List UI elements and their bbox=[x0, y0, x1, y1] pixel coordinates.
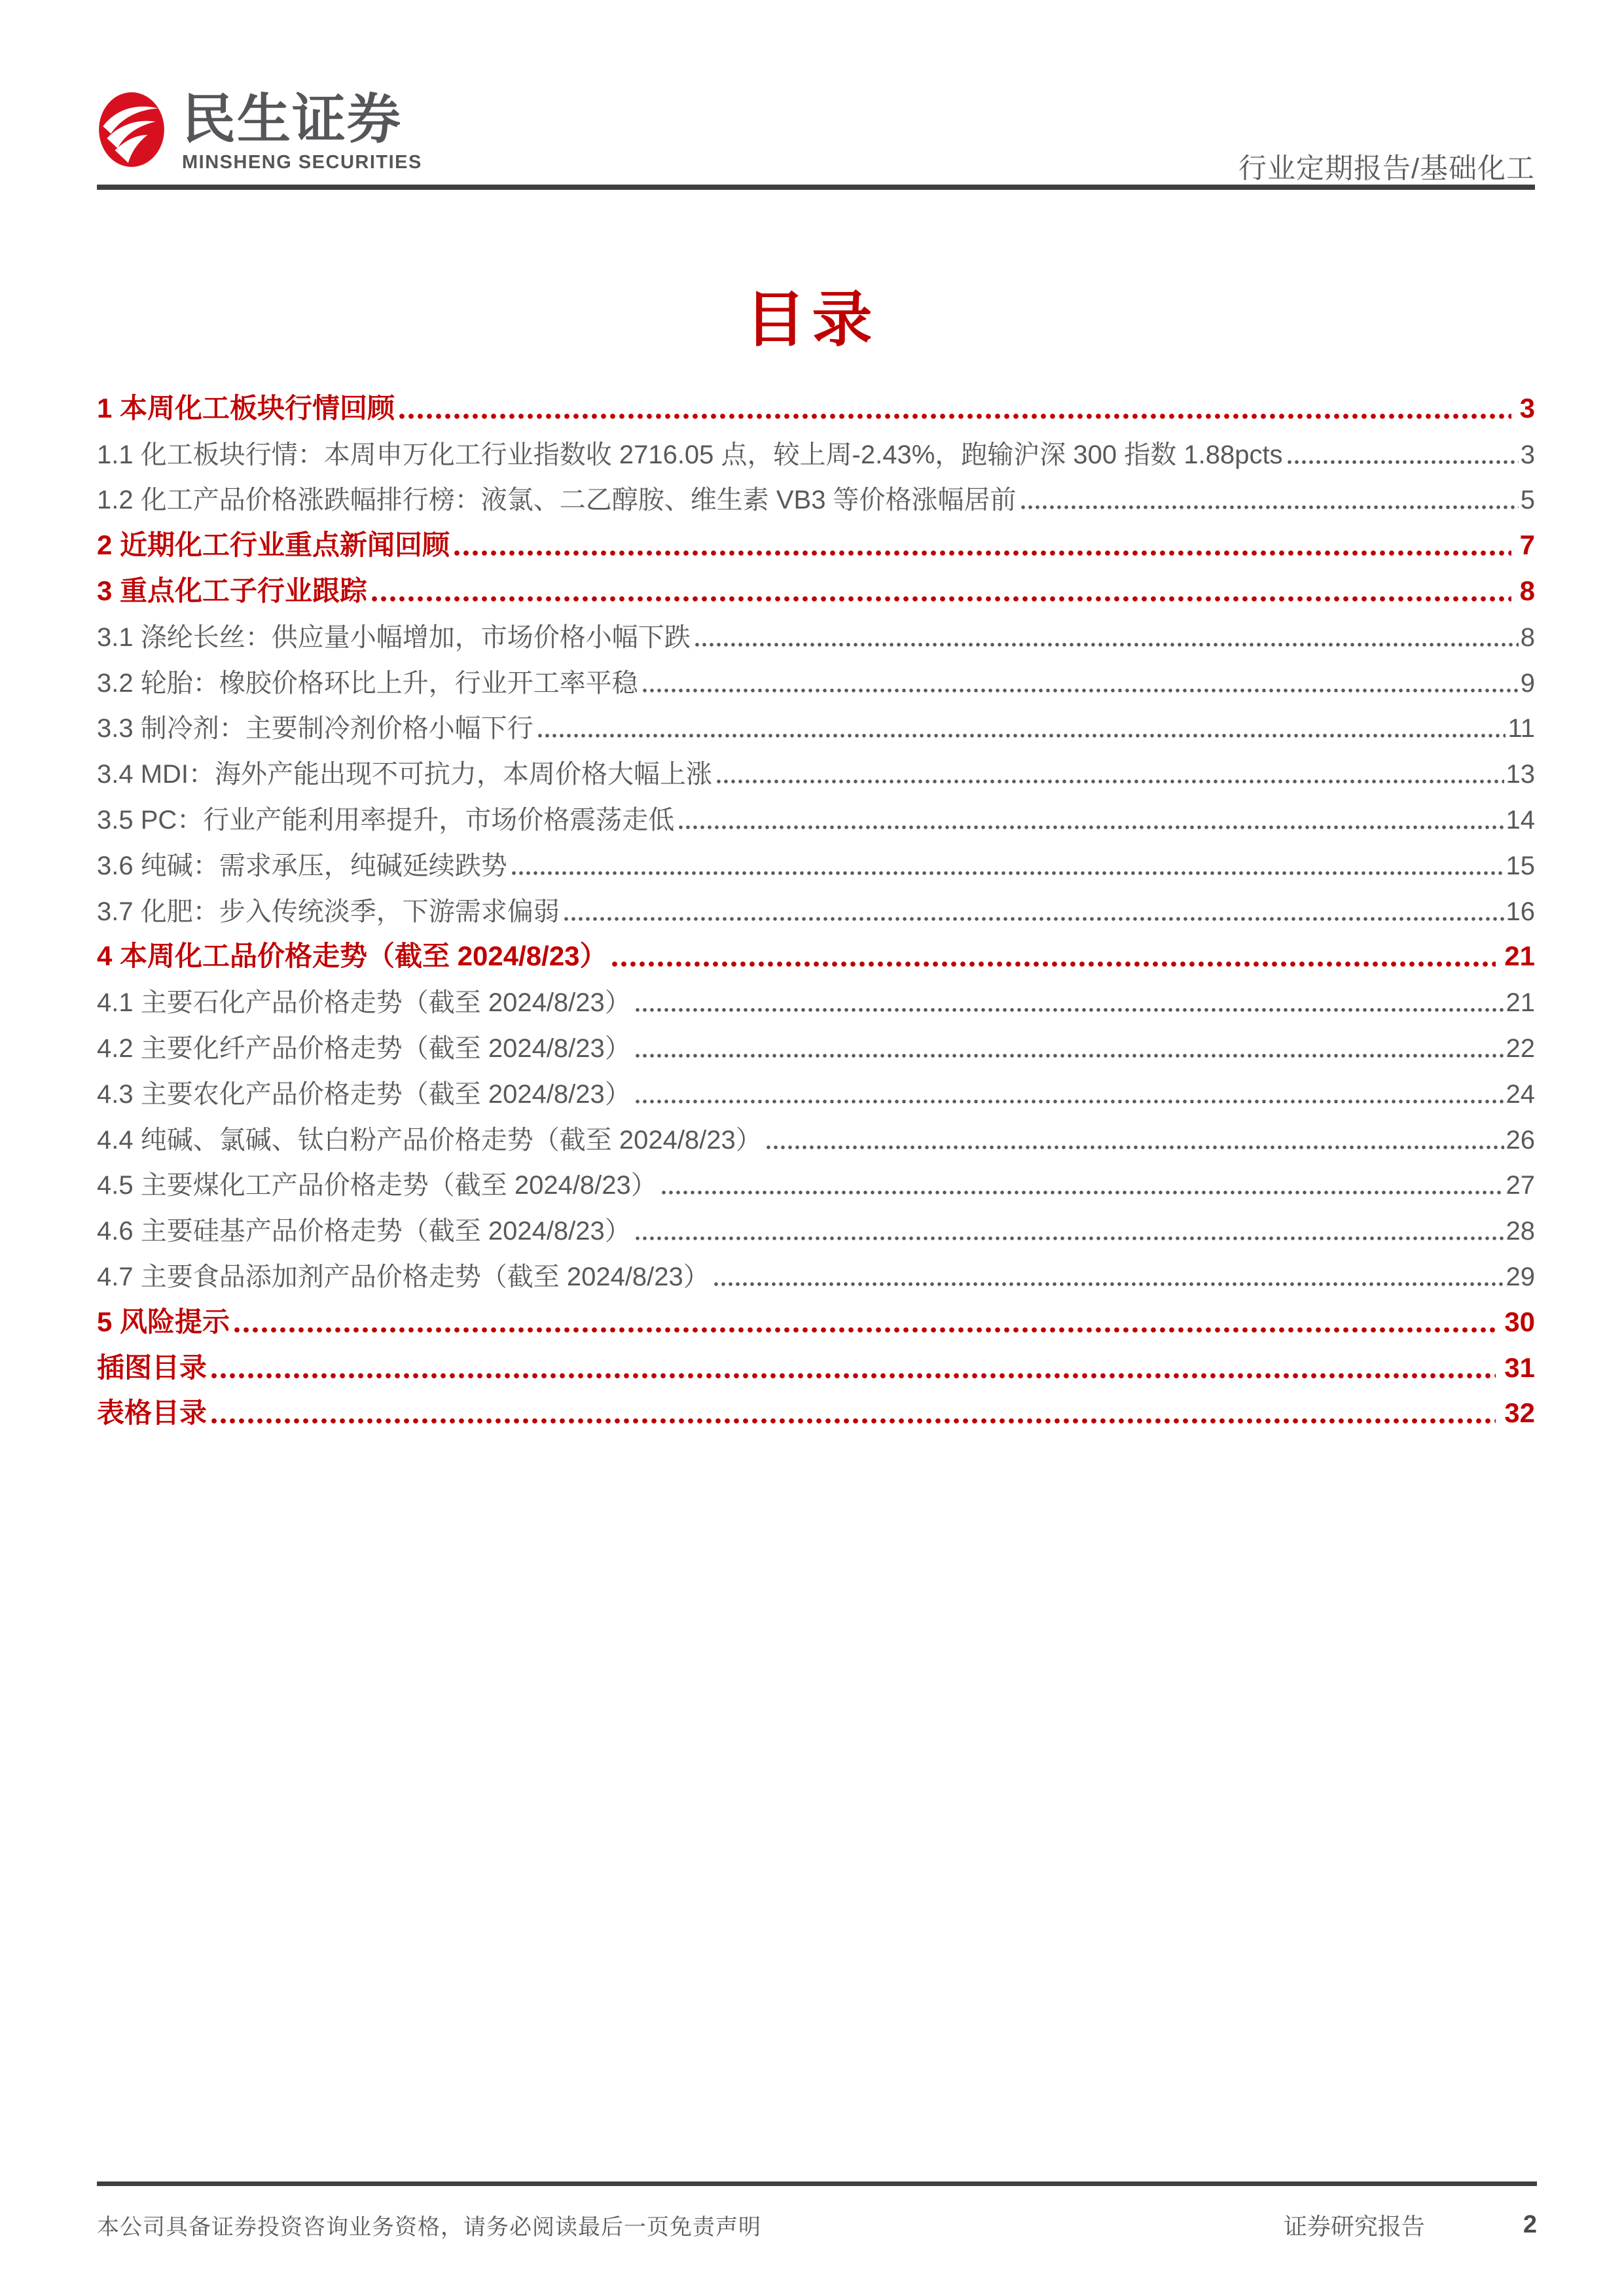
toc-entry-title: 1 本周化工板块行情回顾 bbox=[97, 392, 395, 423]
toc-entry[interactable] bbox=[97, 384, 1535, 429]
header-rule bbox=[97, 185, 1535, 190]
toc-entry-title: 1.2 化工产品价格涨跌幅排行榜：液氯、二乙醇胺、维生素 VB3 等价格涨幅居前 bbox=[97, 486, 1017, 515]
toc-entry[interactable] bbox=[97, 1115, 1535, 1160]
toc-entry[interactable] bbox=[97, 1160, 1535, 1206]
toc-entry-title: 3.2 轮胎：橡胶价格环比上升，行业开工率平稳 bbox=[97, 668, 638, 698]
toc-entry-page-number: 14 bbox=[1506, 805, 1535, 834]
footer-report-label: 证券研究报告 bbox=[1283, 2213, 1425, 2240]
dot-leader bbox=[398, 413, 1511, 420]
toc-entry[interactable] bbox=[97, 1251, 1535, 1297]
toc-entry-title: 2 近期化工行业重点新闻回顾 bbox=[97, 529, 450, 561]
footer bbox=[97, 2208, 1537, 2242]
toc-entry[interactable] bbox=[97, 932, 1535, 978]
toc-entry-page-number: 8 bbox=[1519, 575, 1535, 606]
toc-entry-title: 3.1 涤纶长丝：供应量小幅增加，市场价格小幅下跌 bbox=[97, 622, 691, 652]
logo-text-block bbox=[182, 92, 422, 173]
toc-entry-page-number: 21 bbox=[1504, 941, 1535, 972]
toc-entry[interactable] bbox=[97, 977, 1535, 1023]
footer-right-block bbox=[1284, 2208, 1537, 2242]
dot-leader bbox=[453, 550, 1511, 556]
toc-entry[interactable] bbox=[97, 704, 1535, 749]
toc-entry[interactable] bbox=[97, 1297, 1535, 1343]
dot-leader bbox=[1286, 459, 1519, 465]
dot-leader bbox=[634, 1052, 1504, 1059]
toc-entry-title: 1.1 化工板块行情：本周申万化工行业指数收 2716.05 点，较上周-2.43%，跑输沪深 300 指数 1.88pcts bbox=[97, 440, 1283, 469]
toc-entry-page-number: 28 bbox=[1506, 1217, 1535, 1246]
toc-entry-page-number: 22 bbox=[1506, 1033, 1535, 1063]
dot-leader bbox=[715, 778, 1504, 785]
company-logo bbox=[98, 92, 422, 173]
dot-leader bbox=[634, 1007, 1504, 1013]
toc-entry-title: 4.5 主要煤化工产品价格走势（截至 2024/8/23） bbox=[97, 1171, 657, 1200]
toc-entry-title: 3.7 化肥：步入传统淡季，下游需求偏弱 bbox=[97, 897, 560, 926]
toc-entry[interactable] bbox=[97, 1343, 1535, 1389]
toc-entry[interactable] bbox=[97, 429, 1535, 475]
page-title: 目录 bbox=[745, 287, 879, 353]
logo-company-name: 民生证券 bbox=[182, 90, 403, 149]
toc-entry[interactable] bbox=[97, 520, 1535, 566]
toc-entry[interactable] bbox=[97, 566, 1535, 612]
toc-entry-page-number: 27 bbox=[1506, 1171, 1535, 1200]
dot-leader bbox=[713, 1281, 1504, 1287]
toc-entry-title: 表格目录 bbox=[97, 1397, 208, 1429]
toc-entry-page-number: 7 bbox=[1519, 529, 1535, 561]
dot-leader bbox=[694, 641, 1519, 648]
dot-leader bbox=[210, 1372, 1496, 1379]
toc-entry-page-number: 31 bbox=[1504, 1352, 1535, 1383]
toc-entry-title: 4 本周化工品价格走势（截至 2024/8/23） bbox=[97, 941, 607, 972]
toc-entry-page-number: 3 bbox=[1520, 440, 1535, 469]
dot-leader bbox=[511, 870, 1504, 876]
toc-entry-page-number: 8 bbox=[1520, 622, 1535, 652]
dot-leader bbox=[660, 1189, 1504, 1196]
dot-leader bbox=[611, 961, 1496, 967]
toc-entry-title: 4.6 主要硅基产品价格走势（截至 2024/8/23） bbox=[97, 1217, 631, 1246]
dot-leader bbox=[765, 1144, 1504, 1151]
toc-entry-title: 3 重点化工子行业跟踪 bbox=[97, 575, 368, 606]
toc-entry[interactable] bbox=[97, 795, 1535, 840]
toc-entry-page-number: 15 bbox=[1506, 851, 1535, 880]
toc-entry-page-number: 11 bbox=[1507, 714, 1535, 744]
dot-leader bbox=[634, 1098, 1504, 1105]
toc-entry-title: 3.5 PC：行业产能利用率提升，市场价格震荡走低 bbox=[97, 805, 675, 834]
footer-disclaimer: 本公司具备证券投资咨询业务资格，请务必阅读最后一页免责声明 bbox=[97, 2215, 761, 2240]
toc-entry-page-number: 26 bbox=[1506, 1125, 1535, 1155]
dot-leader bbox=[370, 596, 1511, 602]
toc-entry[interactable] bbox=[97, 475, 1535, 521]
toc-entry-title: 3.4 MDI：海外产能出现不可抗力，本周价格大幅上涨 bbox=[97, 760, 713, 789]
toc-entry[interactable] bbox=[97, 840, 1535, 886]
dot-leader bbox=[563, 916, 1504, 922]
toc-entry-page-number: 16 bbox=[1506, 897, 1535, 926]
toc-entry-title: 3.6 纯碱：需求承压，纯碱延续跌势 bbox=[97, 851, 507, 880]
toc-entry-page-number: 30 bbox=[1504, 1306, 1535, 1337]
toc-entry[interactable] bbox=[97, 1023, 1535, 1069]
footer-rule bbox=[97, 2181, 1537, 2186]
minsheng-logo-icon bbox=[98, 92, 165, 168]
toc-entry-title: 插图目录 bbox=[97, 1352, 208, 1383]
toc-entry[interactable] bbox=[97, 1206, 1535, 1251]
toc-entry-page-number: 3 bbox=[1519, 392, 1535, 423]
dot-leader bbox=[634, 1235, 1504, 1242]
toc-entry-page-number: 32 bbox=[1504, 1397, 1535, 1429]
toc-entry-page-number: 29 bbox=[1506, 1262, 1535, 1291]
toc-entry[interactable] bbox=[97, 1389, 1535, 1435]
toc-entry-title: 3.3 制冷剂：主要制冷剂价格小幅下行 bbox=[97, 714, 533, 744]
toc-entry-page-number: 21 bbox=[1506, 988, 1535, 1018]
dot-leader bbox=[210, 1418, 1496, 1424]
toc-entry[interactable] bbox=[97, 1069, 1535, 1115]
toc-entry-page-number: 5 bbox=[1520, 486, 1535, 515]
dot-leader bbox=[537, 732, 1506, 739]
toc-list bbox=[97, 384, 1535, 1434]
report-category: 行业定期报告/基础化工 bbox=[1238, 153, 1535, 185]
toc-entry-title: 4.7 主要食品添加剂产品价格走势（截至 2024/8/23） bbox=[97, 1262, 710, 1291]
toc-entry[interactable] bbox=[97, 612, 1535, 658]
dot-leader bbox=[641, 687, 1519, 694]
toc-entry-title: 4.4 纯碱、氯碱、钛白粉产品价格走势（截至 2024/8/23） bbox=[97, 1125, 762, 1155]
toc-entry-page-number: 24 bbox=[1506, 1079, 1535, 1109]
toc-entry-page-number: 9 bbox=[1520, 668, 1535, 698]
toc-entry-title: 4.3 主要农化产品价格走势（截至 2024/8/23） bbox=[97, 1079, 631, 1109]
toc-entry-page-number: 13 bbox=[1506, 760, 1535, 789]
toc-entry[interactable] bbox=[97, 658, 1535, 704]
toc-entry[interactable] bbox=[97, 749, 1535, 795]
footer-page-number: 2 bbox=[1523, 2211, 1537, 2238]
dot-leader bbox=[1020, 504, 1519, 511]
toc-entry[interactable] bbox=[97, 886, 1535, 932]
toc-entry-title: 5 风险提示 bbox=[97, 1306, 230, 1337]
dot-leader bbox=[233, 1327, 1496, 1333]
toc-entry-title: 4.1 主要石化产品价格走势（截至 2024/8/23） bbox=[97, 988, 631, 1018]
toc-entry-title: 4.2 主要化纤产品价格走势（截至 2024/8/23） bbox=[97, 1033, 631, 1063]
dot-leader bbox=[677, 824, 1504, 831]
logo-company-name-en: MINSHENG SECURITIES bbox=[182, 152, 422, 173]
